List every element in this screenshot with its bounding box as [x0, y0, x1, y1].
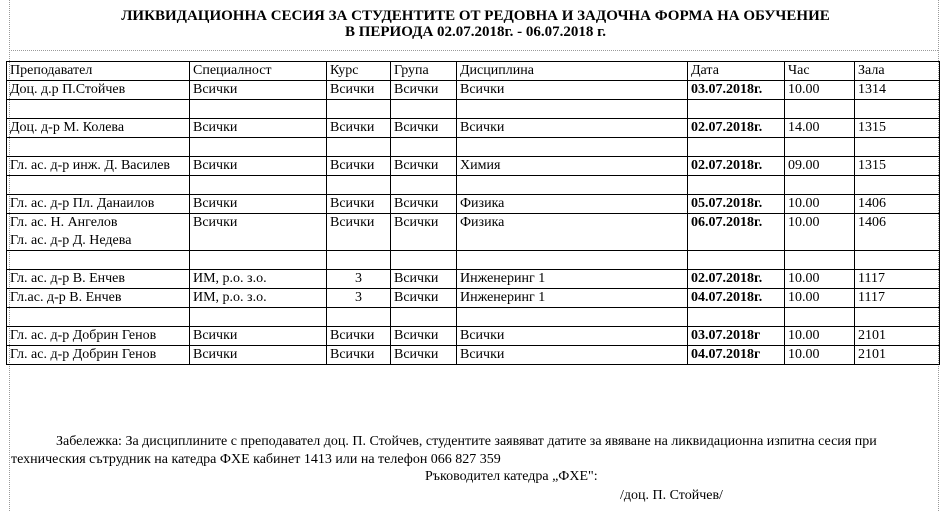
cell-discipline: Всички: [457, 346, 688, 365]
table-row: [7, 270, 940, 289]
table-header-row: [7, 62, 940, 81]
cell-year: 3: [327, 270, 391, 289]
cell-teacher: Гл. ас. д-р Добрин Генов: [7, 327, 190, 346]
cell-room: 2101: [855, 346, 940, 365]
cell-group: Всички: [391, 327, 457, 346]
cell-discipline: Всички: [457, 81, 688, 100]
table-spacer-row: [7, 138, 940, 157]
cell-date: 05.07.2018г.: [688, 195, 785, 214]
cell-discipline: Всички: [457, 119, 688, 138]
cell-discipline: Инженеринг 1: [457, 270, 688, 289]
cell-teacher: Гл. ас. д-р инж. Д. Василев: [7, 157, 190, 176]
cell-specialty: Всички: [190, 327, 327, 346]
cell-date: 02.07.2018г.: [688, 157, 785, 176]
cell-year: Всички: [327, 157, 391, 176]
col-header-date: Дата: [688, 62, 785, 81]
table-row: [7, 195, 940, 214]
cell-room: 1117: [855, 289, 940, 308]
cell-specialty: Всички: [190, 346, 327, 365]
col-header-discipline: Дисциплина: [457, 62, 688, 81]
page-margin-top: [9, 50, 938, 51]
cell-room: 1117: [855, 270, 940, 289]
cell-group: Всички: [391, 157, 457, 176]
cell-time: 10.00: [785, 214, 855, 251]
cell-teacher: Гл. ас. д-р В. Енчев: [7, 270, 190, 289]
cell-time: 10.00: [785, 270, 855, 289]
cell-year: Всички: [327, 81, 391, 100]
cell-teacher: Доц. д.р П.Стойчев: [7, 81, 190, 100]
cell-room: 1406: [855, 214, 940, 251]
table-row: [7, 289, 940, 308]
table-row: [7, 346, 940, 365]
cell-discipline: Химия: [457, 157, 688, 176]
table-row: [7, 81, 940, 100]
col-header-group: Група: [391, 62, 457, 81]
note-paragraph: Забележка: За дисциплините с преподавател доц. П. Стойчев, студентите заявяват датите за явяване на ликвидационна изпитна сесия при техническия сътрудник на катедра ФХЕ кабинет 1413 или на телефон 066 827 359: [11, 434, 877, 467]
col-header-teacher: Преподавател: [7, 62, 190, 81]
col-header-time: Час: [785, 62, 855, 81]
table-spacer-row: [7, 251, 940, 270]
table-spacer-row: [7, 176, 940, 195]
cell-room: 1314: [855, 81, 940, 100]
table-spacer-row: [7, 308, 940, 327]
cell-date: 04.07.2018г: [688, 346, 785, 365]
table-row: [7, 119, 940, 138]
cell-group: Всички: [391, 270, 457, 289]
cell-specialty: Всички: [190, 157, 327, 176]
cell-date: 02.07.2018г.: [688, 270, 785, 289]
cell-year: Всички: [327, 119, 391, 138]
cell-discipline: Инженеринг 1: [457, 289, 688, 308]
table-row: [7, 327, 940, 346]
cell-teacher: Гл. ас. д-р Пл. Данаилов: [7, 195, 190, 214]
cell-time: 10.00: [785, 81, 855, 100]
table-row: [7, 157, 940, 176]
signature-title: Ръководител катедра „ФХЕ":: [425, 469, 598, 484]
cell-time: 09.00: [785, 157, 855, 176]
cell-time: 10.00: [785, 195, 855, 214]
cell-time: 10.00: [785, 346, 855, 365]
signature-name: /доц. П. Стойчев/: [620, 488, 723, 503]
cell-specialty: ИМ, р.о. з.о.: [190, 289, 327, 308]
cell-teacher: Доц. д-р М. Колева: [7, 119, 190, 138]
cell-teacher: [7, 214, 190, 251]
cell-year: Всички: [327, 195, 391, 214]
cell-year: Всички: [327, 346, 391, 365]
schedule-table: [6, 61, 940, 365]
cell-specialty: Всички: [190, 119, 327, 138]
cell-group: Всички: [391, 214, 457, 251]
title-line-2: В ПЕРИОДА 02.07.2018г. - 06.07.2018 г.: [344, 24, 607, 40]
cell-teacher: Гл. ас. д-р Добрин Генов: [7, 346, 190, 365]
cell-room: 1315: [855, 119, 940, 138]
cell-discipline: Физика: [457, 214, 688, 251]
cell-year: Всички: [327, 327, 391, 346]
cell-year: 3: [327, 289, 391, 308]
cell-group: Всички: [391, 346, 457, 365]
cell-specialty: Всички: [190, 195, 327, 214]
table-row: [7, 214, 940, 251]
cell-time: 14.00: [785, 119, 855, 138]
col-header-year: Курс: [327, 62, 391, 81]
cell-time: 10.00: [785, 289, 855, 308]
title-line-1: ЛИКВИДАЦИОННА СЕСИЯ ЗА СТУДЕНТИТЕ ОТ РЕДОВНА И ЗАДОЧНА ФОРМА НА ОБУЧЕНИЕ: [121, 8, 830, 24]
cell-date: 06.07.2018г.: [688, 214, 785, 251]
cell-group: Всички: [391, 195, 457, 214]
cell-date: 02.07.2018г.: [688, 119, 785, 138]
cell-room: 1406: [855, 195, 940, 214]
cell-specialty: Всички: [190, 81, 327, 100]
cell-specialty: ИМ, р.о. з.о.: [190, 270, 327, 289]
cell-teacher-line-1: Гл. ас. Н. Ангелов: [10, 215, 118, 230]
cell-date: 03.07.2018г.: [688, 81, 785, 100]
table-spacer-row: [7, 100, 940, 119]
cell-date: 03.07.2018г: [688, 327, 785, 346]
cell-discipline: Физика: [457, 195, 688, 214]
cell-specialty: Всички: [190, 214, 327, 251]
cell-group: Всички: [391, 81, 457, 100]
cell-date: 04.07.2018г.: [688, 289, 785, 308]
col-header-specialty: Специалност: [190, 62, 327, 81]
cell-discipline: Всички: [457, 327, 688, 346]
col-header-room: Зала: [855, 62, 940, 81]
cell-teacher: Гл.ас. д-р В. Енчев: [7, 289, 190, 308]
cell-group: Всички: [391, 119, 457, 138]
cell-time: 10.00: [785, 327, 855, 346]
cell-year: Всички: [327, 214, 391, 251]
cell-room: 2101: [855, 327, 940, 346]
document-title: [0, 8, 951, 40]
cell-teacher-line-2: Гл. ас. д-р Д. Недева: [10, 233, 132, 248]
cell-group: Всички: [391, 289, 457, 308]
cell-room: 1315: [855, 157, 940, 176]
